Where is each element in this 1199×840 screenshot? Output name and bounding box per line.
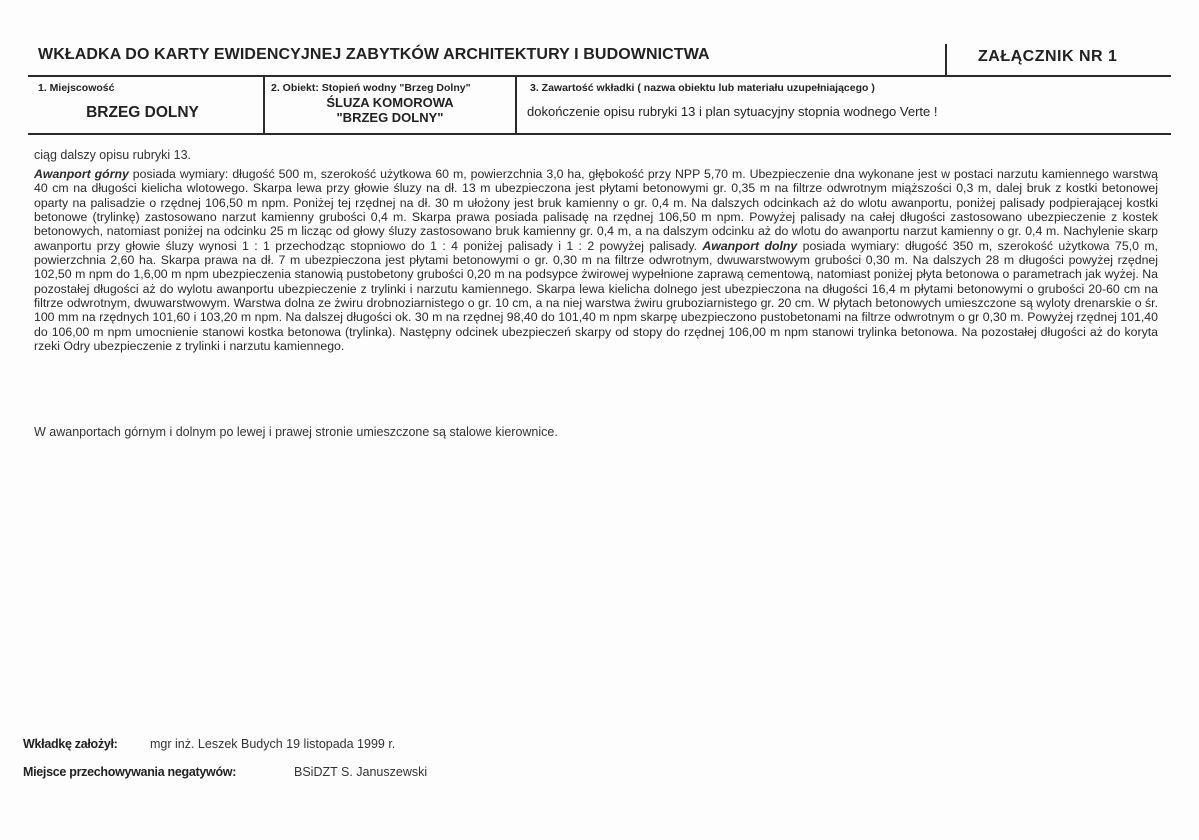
founder-value: mgr inż. Leszek Budych 19 listopada 1999 r. [150,737,396,751]
header-divider [945,44,947,75]
upper-outer-harbour-text: posiada wymiary: długość 500 m, szerokość użytkowa 60 m, powierzchnia 3,0 ha, głębokość przy NPP 5,70 m. Ubezpieczenie dna wykonane jest w postaci narzutu kamiennego warstwą 40 cm na długości kielicha wlotowego. Skarpa lewa przy głowie śluzy na dł. 13 m ubezpieczona jest płytami betonowymi gr. 0,35 m na filtrze odwrotnym miąższości 0,3 m, dalej bruk z kostki betonowej oparty na palisadzie o rzędnej 106,50 m npm. Poniżej tej rzędnej na dł. 30 m ułożony jest bruk kamienny o gr. 0,4 m. Na dalszych odcinkach aż do wlotu awanportu, poniżej palisady podpierającej kostki betonowe (trylinkę) zastosowano narzut kamienny grubości 0,4 m. Skarpa prawa posiada palisadę na rzędnej 106,50 m npm. Powyżej palisady na całej długości zastosowano ubezpieczenie z kostek betonowych, natomiast poniżej na odcinku 25 m licząc od głowy śluzy zastosowano bruk kamienny gr. 0,4 m, a na dalszym odcinku aż do wlotu do awanportu narzut kamienny o gr. 0,4 m. Nachylenie skarp awanportu przy głowie śluzy wynosi 1 : 1 przechodząc stopniowo do 1 : 4 poniżej palisady i 1 : 2 powyżej palisady. [34,167,1158,253]
object-value-line1: ŚLUZA KOMOROWA [326,95,454,110]
contents-value: dokończenie opisu rubryki 13 i plan sytuacyjny stopnia wodnego Verte ! [527,104,938,119]
annex-number: ZAŁĄCZNIK NR 1 [978,48,1118,65]
lower-outer-harbour-text: posiada wymiary: długość 350 m, szerokość użytkowa 75,0 m, powierzchnia 2,60 ha. Skarpa prawa na dł. 7 m ubezpieczona jest płytami betonowymi o gr. 0,30 m na filtrze odwrotnym, dwuwarstwowym grubości 0,30 m. Na dalszych 28 m długości powyżej rzędnej 102,50 m npm do 1,6,00 m npm ubezpieczenia stanowią pustobetony grubości 0,20 m na podsypce żwirowej wypełnione zaprawą cementową, natomiast poniżej płyta betonowa o parametrach jak wyżej. Na pozostałej długości aż do wylotu awanportu ubezpieczenie z trylinki i narzutu kamiennego. Skarpa lewa kielicha dolnego jest ubezpieczona na długości 16,4 m płytami betonowymi o grubości 20-60 cm na filtrze odwrotnym, dwuwarstwowym. Warstwa dolna ze żwiru drobnoziarnistego o gr. 10 cm, a na niej warstwa żwiru gruboziarnistego gr. 20 cm. W płytach betonowych umieszczone są wyloty drenarskie o śr. 100 mm na rzędnych 101,60 i 103,20 m npm. Na dalszej długości ok. 30 m na rzędnej 98,40 do 101,40 m npm skarpę ubezpieczono pustobetonami na filtrze odwrotnym o gr 0,30 m. Powyżej rzędnej 101,40 do 106,00 m npm umocnienie stanowi kostka betonowa (trylinka). Następny odcinek ubezpieczeń skarpy od stopy do rzędnej 106,00 m npm stanowi trylinka betonowa. Na pozostałej długości aż do koryta rzeki Odry ubezpieczenie z trylinki i narzutu kamiennego. [34,238,1159,354]
place-label: 1. Miejscowość [38,82,115,94]
place-value: BRZEG DOLNY [86,104,199,121]
column-divider-1 [263,76,265,134]
term-upper-outer-harbour: Awanport górny [34,167,129,181]
document-title: WKŁADKA DO KARTY EWIDENCYJNEJ ZABYTKÓW ARCHITEKTURY I BUDOWNICTWA [38,46,710,63]
storage-value: BSiDZT S. Januszewski [294,765,428,779]
description-paragraph [34,167,1158,353]
closing-sentence: W awanportach górnym i dolnym po lewej i prawej stronie umieszczone są stalowe kierownice. [34,425,558,439]
term-lower-outer-harbour: Awanport dolny [702,238,798,253]
object-label: 2. Obiekt: Stopień wodny "Brzeg Dolny" [271,82,471,94]
column-divider-2 [515,76,517,134]
continuation-note: ciąg dalszy opisu rubryki 13. [34,148,192,162]
storage-label: Miejsce przechowywania negatywów: [23,765,237,779]
table-bottom-rule [28,133,1171,135]
object-value-line2: "BRZEG DOLNY" [336,110,444,125]
table-top-rule [28,75,1171,77]
founder-label: Wkładkę założył: [23,737,118,751]
contents-label: 3. Zawartość wkładki ( nazwa obiektu lub materiału uzupełniającego ) [530,82,875,94]
